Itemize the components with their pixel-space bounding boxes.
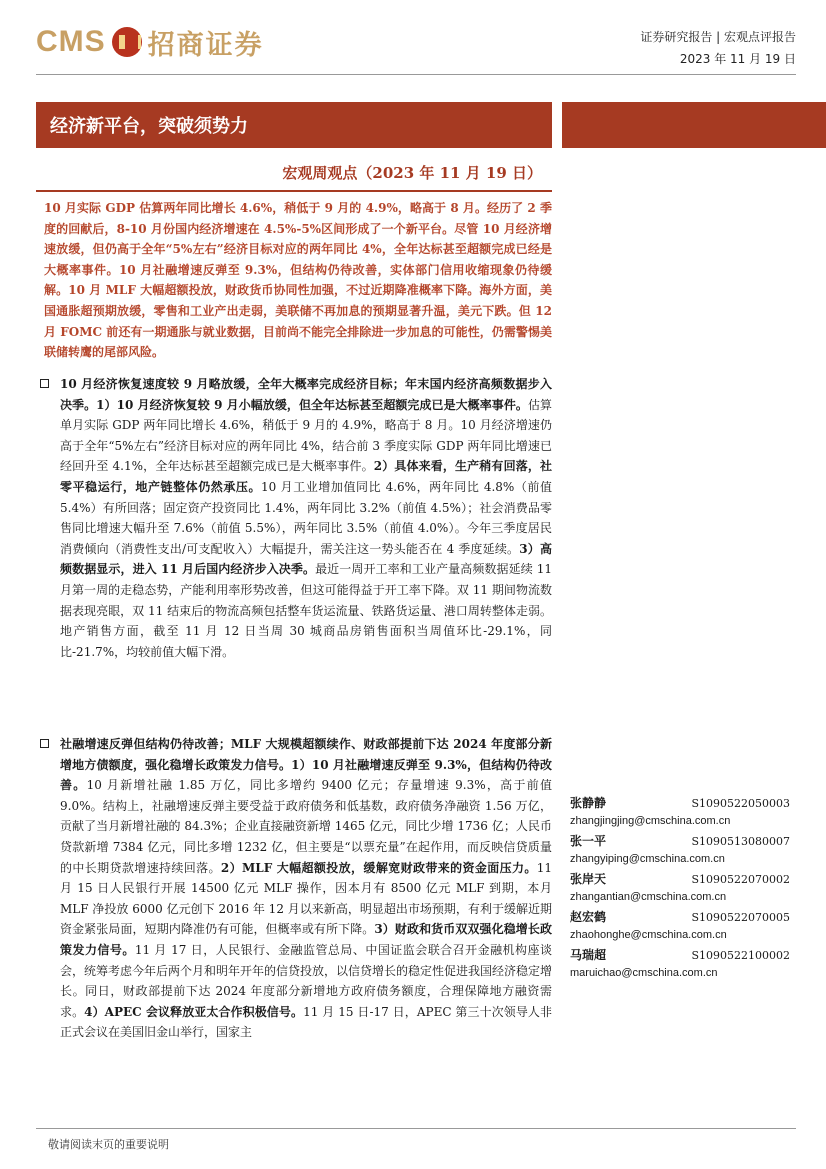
- section-credit-text-1: 10 月新增社融 1.85 万亿，同比多增约 9400 亿元；存量增速 9.3%，高于前值 9.0%。结构上，社融增速反弹主要受益于政府债务和低基数，政府债务净融资 1.56 万亿，贡献了当月新增社融的 84.3%；企业直接融资新增 1465 亿元，同比少增 1736 亿；人民币贷款新增 7384 亿元，同比多增 1232 亿，但主要是“以票充量”在起作用，而反映信贷质量的中长期贷款增速持续回落。: [60, 778, 552, 875]
- analyst-email[interactable]: maruichao@cmschina.com.cn: [570, 967, 718, 979]
- analyst-entry: [570, 870, 790, 908]
- summary-paragraph: 10 月实际 GDP 估算两年同比增长 4.6%，稍低于 9 月的 4.9%，略高于 8 月。经历了 2 季度的回献后，8-10 月份国内经济增速在 4.5%-5%区间形成了一个新平台。尽管 10 月经济增速放缓，但仍高于全年“5%左右”经济目标对应的两年同比 4%，全年达标甚至超额完成已经是大概率事件。10 月社融增速反弹至 9.3%，但结构仍待改善，实体部门信用收缩现象仍待缓解。10 月 MLF 大幅超额投放，财政货币协同性加强，不过近期降准概率下降。海外方面，美国通胀超预期放缓，零售和工业产出走弱，美联储不再加息的预期显著升温，美元下跌。但 12 月 FOMC 前还有一期通胀与就业数据，目前尚不能完全排除进一步加息的可能性，仍需警惕美联储转鹰的尾部风险。: [44, 201, 552, 360]
- analyst-email[interactable]: zhangjingjing@cmschina.com.cn: [570, 815, 731, 827]
- analyst-license-id: S1090522100002: [691, 949, 790, 962]
- section-economy-text-3: 最近一周开工率和工业产量高频数据延续 11 月第一周的走稳态势，产能利用率形势改善，但这可能得益于开工率下降。双 11 期间物流数据表现亮眼，双 11 结束后的物流高频包括整车货运流量、铁路货运量、港口周转整体走弱。地产销售方面，截至 11 月 12 日当周 30 城商品房销售面积当周值环比-29.1%，同比-21.7%，均较前值大幅下滑。: [60, 562, 552, 659]
- analyst-name: 赵宏鹤: [570, 910, 607, 924]
- analyst-entry: [570, 908, 790, 946]
- section-credit-point-3: 3）财政和货币双双强化稳增长政策发力信号。: [60, 922, 552, 957]
- checkbox-bullet-icon: [40, 379, 49, 388]
- section-credit-text-2: 11 月 15 日人民银行开展 14500 亿元 MLF 操作，因本月有 8500 亿元 MLF 到期，本月 MLF 净投放 6000 亿元创下 2016 年 12 月以来新高，明显超出市场预期，有利于缓解近期资金紧张局面，短期内降准仍有可能，但概率或有所下降。: [60, 860, 552, 937]
- section-credit-heading: 社融增速反弹但结构仍待改善；MLF 大规模超额续作、财政部提前下达 2024 年度部分新增地方债额度，强化稳增长政策发力信号。1）10 月社融增速反弹至 9.3%，但结构仍待改善。: [60, 737, 552, 793]
- analyst-email[interactable]: zhangyiping@cmschina.com.cn: [570, 853, 725, 865]
- cms-logo: [36, 20, 296, 64]
- logo-chinese-text: 招商证券: [147, 29, 264, 61]
- section-economy-text: [60, 374, 552, 662]
- analyst-name: 张一平: [570, 834, 607, 848]
- analyst-name: 张静静: [570, 796, 607, 810]
- section-economy: [40, 374, 552, 662]
- analyst-license-id: S1090522070005: [691, 911, 790, 924]
- analyst-entry: [570, 946, 790, 984]
- section-credit-text-4: 11 月 15 日-17 日，APEC 第三十次领导人非正式会议在美国旧金山举行，国家主: [60, 1004, 552, 1040]
- section-economy-point-2: 2）具体来看，生产稍有回落，社零平稳运行，地产链整体仍然承压。: [60, 459, 552, 494]
- analyst-license-id: S1090522050003: [691, 797, 790, 810]
- section-credit-policy: [40, 734, 552, 1043]
- section-credit-text-3: 11 月 17 日，人民银行、金融监管总局、中国证监会联合召开金融机构座谈会，统筹考虑今年后两个月和明年开年的信贷投放，以信贷增长的稳定性促进我国经济稳定增长。同日，财政部提前下达 2024 年度部分新增地方政府债务额度，合理保障地方融资需求。: [60, 942, 553, 1019]
- analyst-email[interactable]: zhaohonghe@cmschina.com.cn: [570, 929, 727, 941]
- analyst-name: 张岸天: [570, 872, 607, 886]
- analyst-list: [570, 794, 790, 984]
- analyst-email[interactable]: zhangantian@cmschina.com.cn: [570, 891, 727, 903]
- title-banner: [36, 102, 552, 148]
- section-economy-text-1: 估算单月实际 GDP 两年同比增长 4.6%，稍低于 9 月的 4.9%，略高于 8 月。10 月经济增速仍高于全年“5%左右”经济目标对应的两年同比 4%，结合前 3 季度实际 GDP 两年同比增速已经回升至 4.1%，全年达标甚至超额完成已是大概率事件。: [60, 397, 552, 474]
- side-banner: [562, 102, 826, 148]
- section-economy-point-3: 3）高频数据显示，进入 11 月后国内经济步入决季。: [60, 541, 552, 577]
- report-type: 证券研究报告 | 宏观点评报告: [640, 30, 796, 44]
- report-meta: [640, 26, 796, 70]
- cms-emblem-icon: [112, 27, 142, 57]
- subtitle-divider: [36, 190, 552, 192]
- analyst-entry: [570, 832, 790, 870]
- header-divider: [36, 74, 796, 75]
- section-economy-heading: 10 月经济恢复速度较 9 月略放缓，全年大概率完成经济目标；年末国内经济高频数据步入决季。1）10 月经济恢复较 9 月小幅放缓，但全年达标甚至超额完成已是大概率事件。: [60, 377, 552, 412]
- analyst-license-id: S1090513080007: [691, 835, 790, 848]
- footer-divider: [36, 1128, 796, 1129]
- analyst-name: 马瑞超: [570, 948, 607, 962]
- logo-latin-text: CMS: [36, 25, 106, 58]
- report-date: 2023 年 11 月 19 日: [679, 52, 796, 66]
- analyst-entry: [570, 794, 790, 832]
- footer-disclaimer: 敬请阅读末页的重要说明: [48, 1138, 169, 1151]
- section-credit-point-2: 2）MLF 大幅超额投放，缓解宽财政带来的资金面压力。: [220, 860, 537, 875]
- analyst-license-id: S1090522070002: [691, 873, 790, 886]
- section-credit-text: [60, 734, 552, 1043]
- section-credit-point-4: 4）APEC 会议释放亚太合作积极信号。: [84, 1004, 304, 1019]
- checkbox-bullet-icon: [40, 739, 49, 748]
- report-subtitle: 宏观周观点（2023 年 11 月 19 日）: [282, 164, 542, 182]
- report-title: 经济新平台，突破须势力: [50, 116, 248, 137]
- section-economy-text-2: 10 月工业增加值同比 4.6%，两年同比 4.8%（前值 5.4%）有所回落；固定资产投资同比 1.4%，两年同比 3.2%（前值 4.5%）；社会消费品零售同比增速大幅升至 7.6%（前值 5.5%），两年同比 3.5%（前值 4.0%）。今年三季度居民消费倾向（消费性支出/可支配收入）大幅提升，需关注这一势头能否在 4 季度延续。: [60, 479, 552, 556]
